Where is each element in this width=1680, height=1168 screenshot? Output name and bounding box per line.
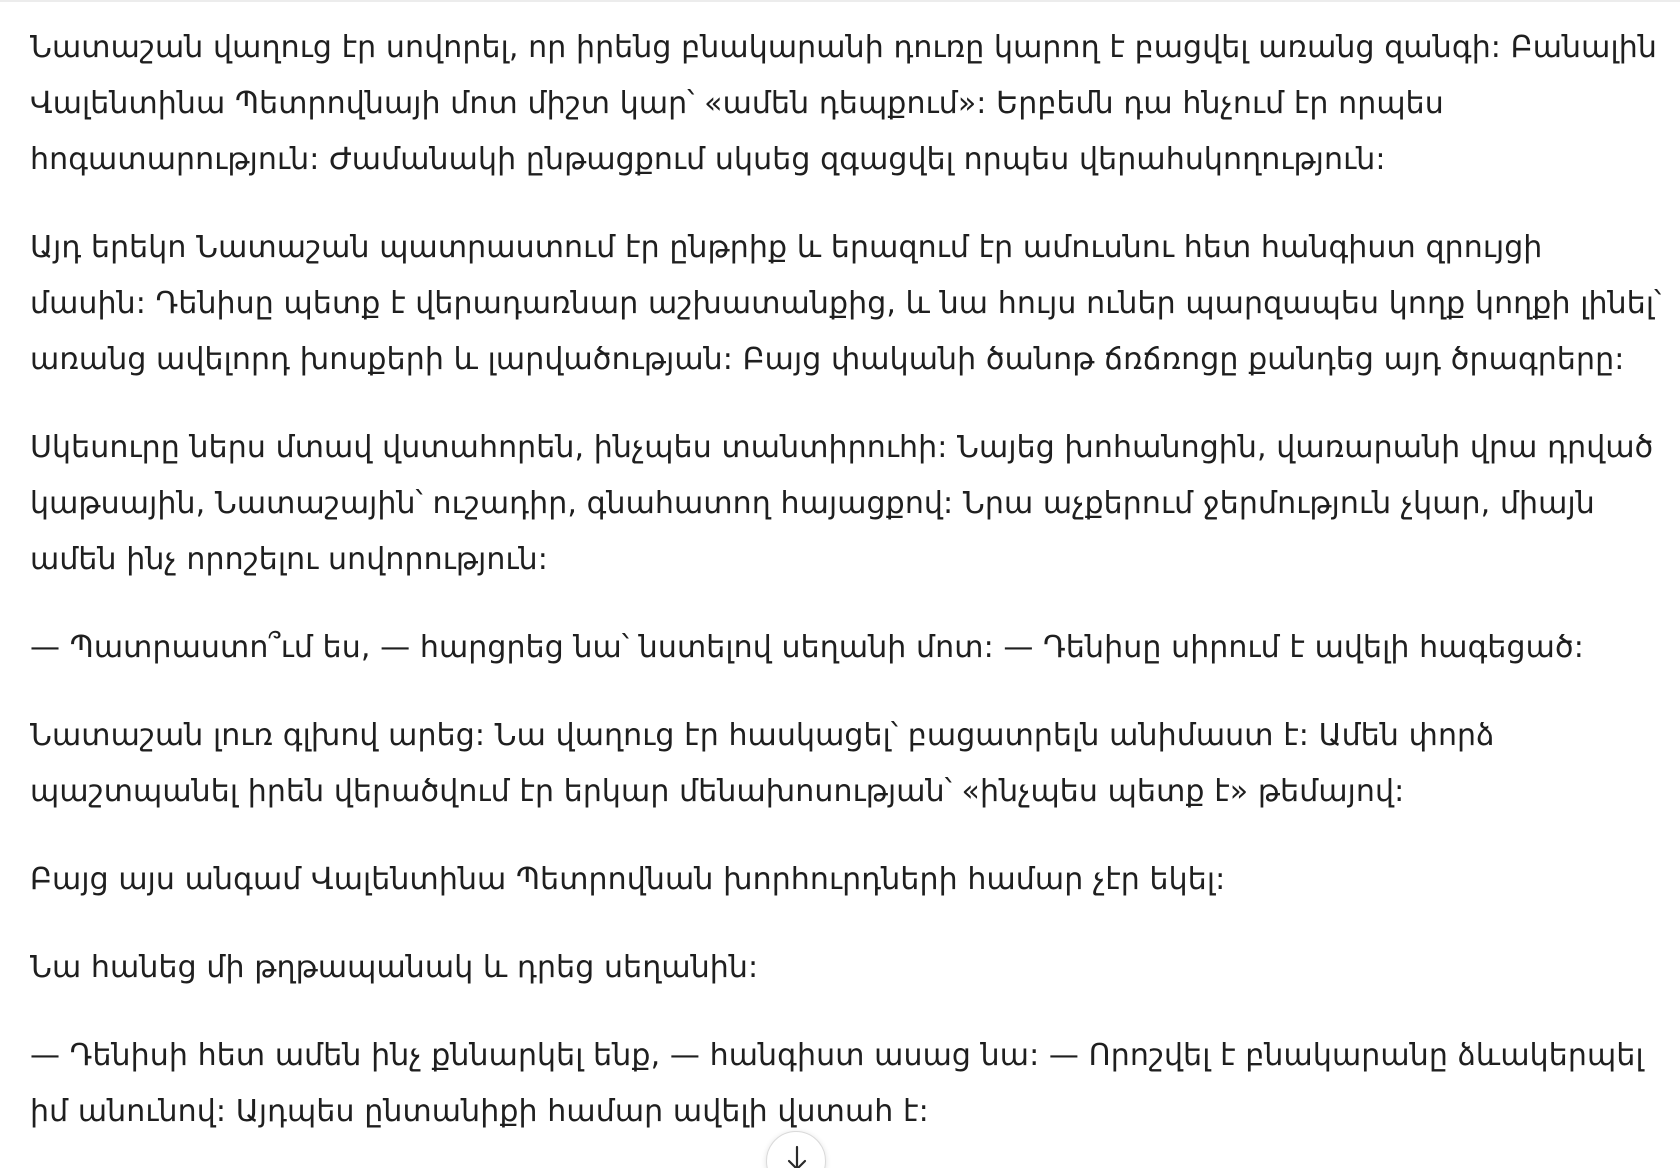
- paragraph-line: Նատաշան վաղուց էր սովորել, որ իրենց բնակարանի դուռը կարող է բացվել առանց զանգի: Բանալին: [30, 30, 1657, 65]
- paragraph-6: [30, 852, 1650, 908]
- paragraph-2: [30, 220, 1662, 388]
- paragraph-3: [30, 420, 1654, 588]
- paragraph-1: [30, 20, 1657, 188]
- paragraph-5: [30, 708, 1650, 820]
- paragraph-line: Նա հանեց մի թղթապանակ և դրեց սեղանին:: [30, 950, 759, 985]
- paragraph-line: Բայց այս անգամ Վալենտինա Պետրովնան խորհուրդների համար չէր եկել:: [30, 862, 1226, 897]
- paragraph-line: — Դենիսի հետ ամեն ինչ քննարկել ենք, — հանգիստ ասաց նա: — Որոշվել է բնակարանը ձևակերպել: [30, 1038, 1644, 1073]
- paragraph-8-dialogue: [30, 1028, 1650, 1140]
- paragraph-line: իմ անունով: Այդպես ընտանիքի համար ավելի վստահ է:: [30, 1094, 929, 1129]
- paragraph-line: — Պատրաստո՞ւմ ես, — հարցրեց նա՝ նստելով սեղանի մոտ: — Դենիսը սիրում է ավելի հագեցած:: [30, 630, 1584, 665]
- paragraph-line: Սկեսուրը ներս մտավ վստահորեն, ինչպես տանտիրուհի: Նայեց խոհանոցին, վառարանի վրա դրված: [30, 430, 1654, 465]
- top-divider: [0, 0, 1680, 2]
- paragraph-line: Այդ երեկո Նատաշան պատրաստում էր ընթրիք և երազում էր ամուսնու հետ հանգիստ զրույցի: [30, 230, 1543, 265]
- paragraph-line: ամեն ինչ որոշելու սովորություն:: [30, 542, 548, 577]
- paragraph-line: առանց ավելորդ խոսքերի և լարվածության: Բայց փականի ծանոթ ճռճռոցը քանդեց այդ ծրագրերը:: [30, 342, 1625, 377]
- paragraph-line: Վալենտինա Պետրովնայի մոտ միշտ կար՝ «ամեն դեպքում»: Երբեմն դա հնչում էր որպես: [30, 86, 1444, 121]
- paragraph-7: [30, 940, 1650, 996]
- story-text: [30, 20, 1662, 1168]
- paragraph-line: կաթսային, Նատաշային՝ ուշադիր, գնահատող հայացքով: Նրա աչքերում ջերմություն չկար, միայն: [30, 486, 1595, 521]
- paragraph-line: մասին: Դենիսը պետք է վերադառնար աշխատանքից, և նա հույս ուներ պարզապես կողք կողքի լինել՝: [30, 286, 1662, 321]
- paragraph-line: հոգատարություն: Ժամանակի ընթացքում սկսեց զգացվել որպես վերահսկողություն:: [30, 142, 1386, 177]
- paragraph-line: Նատաշան լուռ գլխով արեց: Նա վաղուց էր հասկացել՝ բացատրելն անիմաստ է: Ամեն փորձ: [30, 718, 1495, 753]
- paragraph-line: պաշտպանել իրեն վերածվում էր երկար մենախոսության՝ «ինչպես պետք է» թեմայով:: [30, 774, 1405, 809]
- paragraph-4-dialogue: [30, 620, 1650, 676]
- arrow-down-icon: [784, 1144, 810, 1168]
